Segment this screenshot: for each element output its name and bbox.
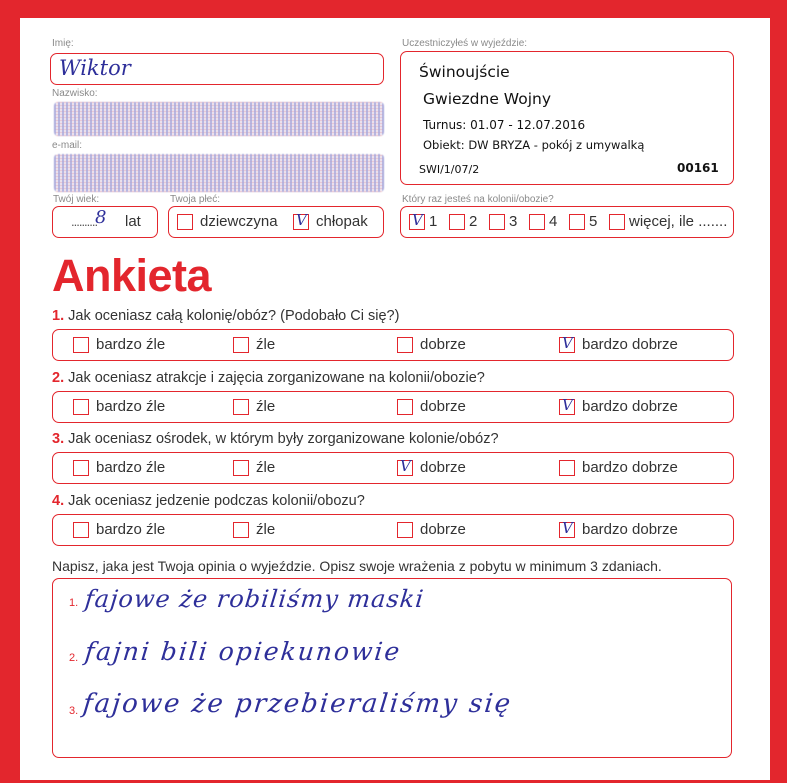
answer-option[interactable] bbox=[233, 521, 275, 538]
answer-option[interactable] bbox=[559, 518, 678, 538]
checkbox[interactable] bbox=[397, 399, 413, 415]
question-label: Jak oceniasz całą kolonię/obóz? (Podobało Ci się?) bbox=[68, 308, 400, 324]
checkbox[interactable] bbox=[609, 214, 625, 230]
times-option-3[interactable] bbox=[489, 213, 517, 230]
option-label: źle bbox=[256, 521, 276, 538]
checkbox-checked[interactable] bbox=[397, 456, 413, 476]
checkbox[interactable] bbox=[559, 460, 575, 476]
times-option-1[interactable] bbox=[409, 210, 438, 230]
checkbox[interactable] bbox=[233, 337, 249, 353]
checkbox-checked[interactable] bbox=[409, 210, 425, 230]
plec-label: Twoja płeć: bbox=[170, 194, 221, 205]
survey-sheet bbox=[20, 18, 770, 780]
option-label: dobrze bbox=[420, 398, 466, 415]
option-label: chłopak bbox=[316, 213, 368, 230]
option-label: 3 bbox=[509, 213, 518, 230]
opinion-line-1-num: 1. bbox=[69, 597, 79, 609]
option-label: bardzo dobrze bbox=[582, 459, 678, 476]
checkbox[interactable] bbox=[449, 214, 465, 230]
check-mark-icon: V bbox=[296, 210, 307, 229]
option-label: bardzo źle bbox=[96, 521, 166, 538]
option-label: 5 bbox=[589, 213, 598, 230]
times-label: Który raz jesteś na kolonii/obozie? bbox=[402, 194, 554, 205]
check-mark-icon: V bbox=[562, 518, 573, 537]
answer-option[interactable] bbox=[233, 398, 275, 415]
check-mark-icon: V bbox=[562, 395, 573, 414]
checkbox[interactable] bbox=[569, 214, 585, 230]
check-mark-icon: V bbox=[412, 210, 423, 229]
trip-theme: Gwiezdne Wojny bbox=[423, 90, 551, 108]
answer-option[interactable] bbox=[559, 333, 678, 353]
trip-place: Świnoujście bbox=[419, 63, 510, 81]
question-4-text bbox=[52, 493, 365, 509]
wiek-unit: lat bbox=[125, 213, 141, 230]
answer-option[interactable] bbox=[559, 459, 678, 476]
times-option-5[interactable] bbox=[569, 213, 597, 230]
question-label: Jak oceniasz atrakcje i zajęcia zorganizowane na kolonii/obozie? bbox=[68, 370, 485, 386]
opinion-line-3: fajowe że przebieraliśmy się bbox=[81, 689, 514, 719]
trip-number: 00161 bbox=[677, 161, 719, 175]
checkbox[interactable] bbox=[177, 214, 193, 230]
option-label: dobrze bbox=[420, 521, 466, 538]
question-number: 2. bbox=[52, 370, 65, 386]
times-option-2[interactable] bbox=[449, 213, 477, 230]
wiek-field[interactable] bbox=[52, 206, 158, 238]
times-option-4[interactable] bbox=[529, 213, 557, 230]
option-label: 4 bbox=[549, 213, 558, 230]
option-label: bardzo dobrze bbox=[582, 398, 678, 415]
check-mark-icon: V bbox=[562, 333, 573, 352]
answer-option[interactable] bbox=[73, 521, 165, 538]
wiek-label: Twój wiek: bbox=[53, 194, 100, 205]
checkbox[interactable] bbox=[73, 399, 89, 415]
answer-option[interactable] bbox=[397, 521, 466, 538]
plec-option-chlopak[interactable] bbox=[293, 210, 368, 230]
imie-value: Wiktor bbox=[59, 56, 131, 80]
checkbox-checked[interactable] bbox=[559, 518, 575, 538]
option-label: więcej, ile ....... bbox=[629, 213, 728, 230]
checkbox[interactable] bbox=[233, 399, 249, 415]
imie-label: Imię: bbox=[52, 38, 74, 49]
answer-option[interactable] bbox=[397, 456, 466, 476]
opinion-box[interactable] bbox=[52, 578, 732, 758]
option-label: źle bbox=[256, 336, 276, 353]
opinion-line-2: fajni bili opiekunowie bbox=[83, 637, 403, 666]
trip-code: SWI/1/07/2 bbox=[419, 163, 480, 176]
question-3-answers bbox=[52, 452, 734, 484]
opinion-prompt: Napisz, jaka jest Twoja opinia o wyjeździe. Opisz swoje wrażenia z pobytu w minimum 3 zdaniach. bbox=[52, 558, 662, 574]
checkbox[interactable] bbox=[397, 522, 413, 538]
nazwisko-label: Nazwisko: bbox=[52, 88, 98, 99]
trip-turnus: Turnus: 01.07 - 12.07.2016 bbox=[423, 118, 586, 132]
wiek-dots: .......... bbox=[71, 214, 98, 229]
check-mark-icon: V bbox=[400, 456, 411, 475]
question-3-text bbox=[52, 431, 499, 447]
answer-option[interactable] bbox=[397, 398, 466, 415]
answer-option[interactable] bbox=[397, 336, 466, 353]
opinion-line-1: fajowe że robiliśmy maski bbox=[83, 585, 426, 613]
answer-option[interactable] bbox=[233, 336, 275, 353]
checkbox-checked[interactable] bbox=[559, 333, 575, 353]
checkbox-checked[interactable] bbox=[559, 395, 575, 415]
checkbox[interactable] bbox=[73, 460, 89, 476]
survey-title: Ankieta bbox=[52, 250, 212, 301]
option-label: bardzo źle bbox=[96, 398, 166, 415]
plec-field bbox=[168, 206, 384, 238]
option-label: bardzo źle bbox=[96, 459, 166, 476]
question-label: Jak oceniasz ośrodek, w którym były zorganizowane kolonie/obóz? bbox=[68, 431, 499, 447]
checkbox[interactable] bbox=[489, 214, 505, 230]
answer-option[interactable] bbox=[73, 459, 165, 476]
plec-option-dziewczyna[interactable] bbox=[177, 213, 278, 230]
email-redacted bbox=[54, 154, 384, 192]
question-number: 1. bbox=[52, 308, 65, 324]
opinion-line-3-num: 3. bbox=[69, 705, 79, 717]
question-2-text bbox=[52, 370, 485, 386]
checkbox[interactable] bbox=[73, 337, 89, 353]
nazwisko-redacted bbox=[54, 102, 384, 136]
option-label: 1 bbox=[429, 213, 438, 230]
question-2-answers bbox=[52, 391, 734, 423]
option-label: bardzo dobrze bbox=[582, 521, 678, 538]
checkbox[interactable] bbox=[233, 522, 249, 538]
opinion-line-2-num: 2. bbox=[69, 652, 79, 664]
answer-option[interactable] bbox=[233, 459, 275, 476]
option-label: 2 bbox=[469, 213, 478, 230]
answer-option[interactable] bbox=[73, 398, 165, 415]
trip-obiekt: Obiekt: DW BRYZA - pokój z umywalką bbox=[423, 138, 645, 152]
option-label: dziewczyna bbox=[200, 213, 278, 230]
trip-label: Uczestniczyłeś w wyjeździe: bbox=[402, 38, 528, 49]
answer-option[interactable] bbox=[559, 395, 678, 415]
option-label: dobrze bbox=[420, 459, 466, 476]
option-label: bardzo źle bbox=[96, 336, 166, 353]
option-label: źle bbox=[256, 398, 276, 415]
times-option-more[interactable] bbox=[609, 213, 727, 230]
imie-field[interactable] bbox=[50, 53, 384, 85]
email-label: e-mail: bbox=[52, 140, 83, 151]
question-number: 3. bbox=[52, 431, 65, 447]
option-label: bardzo dobrze bbox=[582, 336, 678, 353]
checkbox[interactable] bbox=[233, 460, 249, 476]
checkbox[interactable] bbox=[529, 214, 545, 230]
option-label: źle bbox=[256, 459, 276, 476]
answer-option[interactable] bbox=[73, 336, 165, 353]
question-label: Jak oceniasz jedzenie podczas kolonii/obozu? bbox=[68, 493, 365, 509]
question-1-text bbox=[52, 308, 399, 324]
wiek-value: 8 bbox=[95, 207, 107, 228]
checkbox[interactable] bbox=[397, 337, 413, 353]
question-1-answers bbox=[52, 329, 734, 361]
question-number: 4. bbox=[52, 493, 65, 509]
question-4-answers bbox=[52, 514, 734, 546]
trip-box bbox=[400, 51, 734, 185]
option-label: dobrze bbox=[420, 336, 466, 353]
checkbox[interactable] bbox=[73, 522, 89, 538]
times-field bbox=[400, 206, 734, 238]
checkbox-checked[interactable] bbox=[293, 210, 309, 230]
